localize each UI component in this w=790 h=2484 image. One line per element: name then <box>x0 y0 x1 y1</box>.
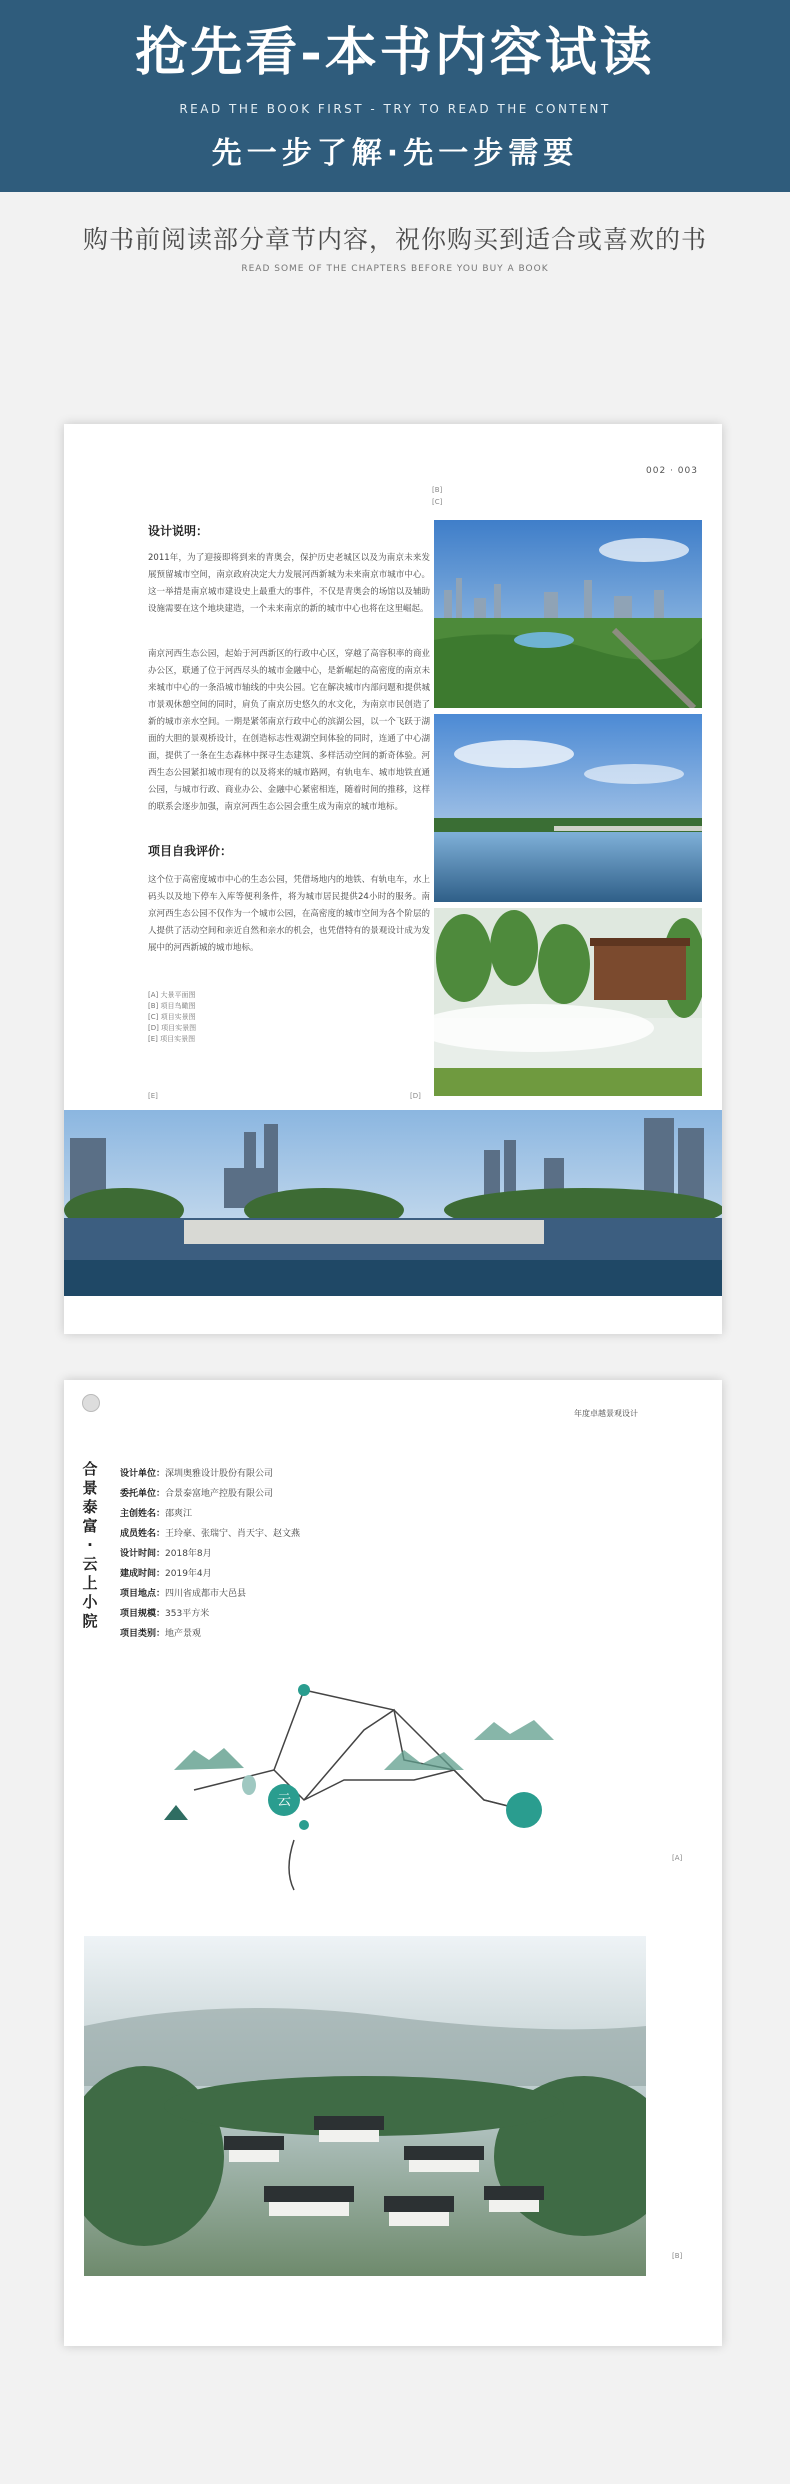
legend-item: [B] 项目鸟瞰图 <box>148 1002 196 1010</box>
marker-b: [B] <box>432 486 443 494</box>
info-row: 建成时间：2019年4月 <box>120 1569 212 1579</box>
legend-item: [A] 大景平面图 <box>148 991 196 999</box>
book-page-2 <box>64 1380 722 2346</box>
marker-b2: [B] <box>672 2252 683 2260</box>
photo-lake-boardwalk <box>434 714 702 902</box>
page-number: 002 · 003 <box>646 466 698 476</box>
photo-aerial-park <box>434 520 702 708</box>
marker-c: [C] <box>432 498 443 506</box>
legend-item: [C] 项目实景图 <box>148 1013 196 1021</box>
info-row: 成员姓名：王玲豪、张瑞宁、肖天宇、赵文燕 <box>120 1529 301 1539</box>
info-row: 委托单位：合景泰富地产控股有限公司 <box>120 1489 274 1499</box>
photo-city-panorama <box>64 1110 722 1296</box>
map-seal-label: 云 <box>277 1793 291 1809</box>
marker-e: [E] <box>148 1092 158 1100</box>
banner-title: 抢先看-本书内容试读 <box>135 22 655 83</box>
photo-village-aerial <box>84 1936 646 2276</box>
info-row: 项目规模：353平方米 <box>120 1609 210 1619</box>
design-notes-title: 设计说明： <box>148 524 209 538</box>
page-header-text: 年度卓越景观设计 <box>574 1409 638 1418</box>
info-row: 项目地点：四川省成都市大邑县 <box>120 1589 247 1599</box>
legend-list <box>148 990 196 1045</box>
info-row: 主创姓名：邵爽江 <box>120 1509 193 1519</box>
marker-a: [A] <box>672 1854 683 1862</box>
project-title-vertical: 合景泰富·云上小院 <box>82 1460 98 1630</box>
info-row: 设计时间：2018年8月 <box>120 1549 212 1559</box>
info-row: 项目类别：地产景观 <box>120 1629 202 1639</box>
logo-seal-icon <box>82 1394 100 1412</box>
marker-d: [D] <box>410 1092 421 1100</box>
intro-heading: 购书前阅读部分章节内容，祝你购买到适合或喜欢的书 <box>82 225 707 254</box>
photo-misty-garden <box>434 908 702 1096</box>
book-page-spread-1 <box>64 424 722 1334</box>
design-notes-paragraph-2: 南京河西生态公园，起始于河西新区的行政中心区，穿越了高容积率的商业办公区，联通了位于河西尽头的城市金融中心，是新崛起的高密度的南京未来城市中心的一条沿城市轴线的中央公园。它在解决城市内部问题和提供城市景观休憩空间的同时，肩负了南京历史悠久的水文化，为南京市民创造了新的城市亲水空间。一期是紧邻南京行政中心的滨湖公园，以一个飞跃于湖面的大胆的景观桥设计，在创造标志性观湖空间体验的同时，连通了中心湖面，提供了一条在生态森林中探寻生态建筑、多样活动空间的新奇体验。河西生态公园紧扣城市现有的以及将来的城市路网，有轨电车、城市地铁直通公园，与城市行政、商业办公、金融中心紧密相连，随着时间的推移，这样的联系会逐步加强，南京河西生态公园会重生成为南京的城市地标。 <box>148 649 430 812</box>
legend-item: [D] 项目实景图 <box>148 1024 197 1032</box>
info-row: 设计单位：深圳奥雅设计股份有限公司 <box>120 1469 274 1479</box>
project-info-list <box>120 1464 300 1644</box>
header-banner <box>0 0 790 192</box>
design-notes-paragraph-1: 2011年，为了迎接即将到来的青奥会，保护历史老城区以及为南京未来发展预留城市空间，南京政府决定大力发展河西新城为未来南京市城市中心。这一举措是南京城市建设史上最重大的事件，不仅是青奥会的场馆以及辅助设施需要在这个地块建造，一个未来南京的新的城市中心也将在这里崛起。 <box>148 553 430 614</box>
concept-map-illustration <box>154 1660 634 1900</box>
banner-subtitle: READ THE BOOK FIRST - TRY TO READ THE CONTENT <box>179 102 611 116</box>
self-evaluation-paragraph: 这个位于高密度城市中心的生态公园，凭借场地内的地铁、有轨电车，水上码头以及地下停车入库等便利条件，将为城市居民提供24小时的服务。南京河西生态公园不仅作为一个城市公园，在高密度的城市空间为各个阶层的人提供了活动空间和亲近自然和亲水的机会，也凭借特有的景观设计成为发展中的河西新城的城市地标。 <box>148 875 430 953</box>
intro-subheading: READ SOME OF THE CHAPTERS BEFORE YOU BUY A BOOK <box>241 264 549 274</box>
banner-tagline: 先一步了解·先一步需要 <box>211 136 579 171</box>
self-evaluation-title: 项目自我评价： <box>148 844 233 858</box>
legend-item: [E] 项目实景图 <box>148 1035 196 1043</box>
